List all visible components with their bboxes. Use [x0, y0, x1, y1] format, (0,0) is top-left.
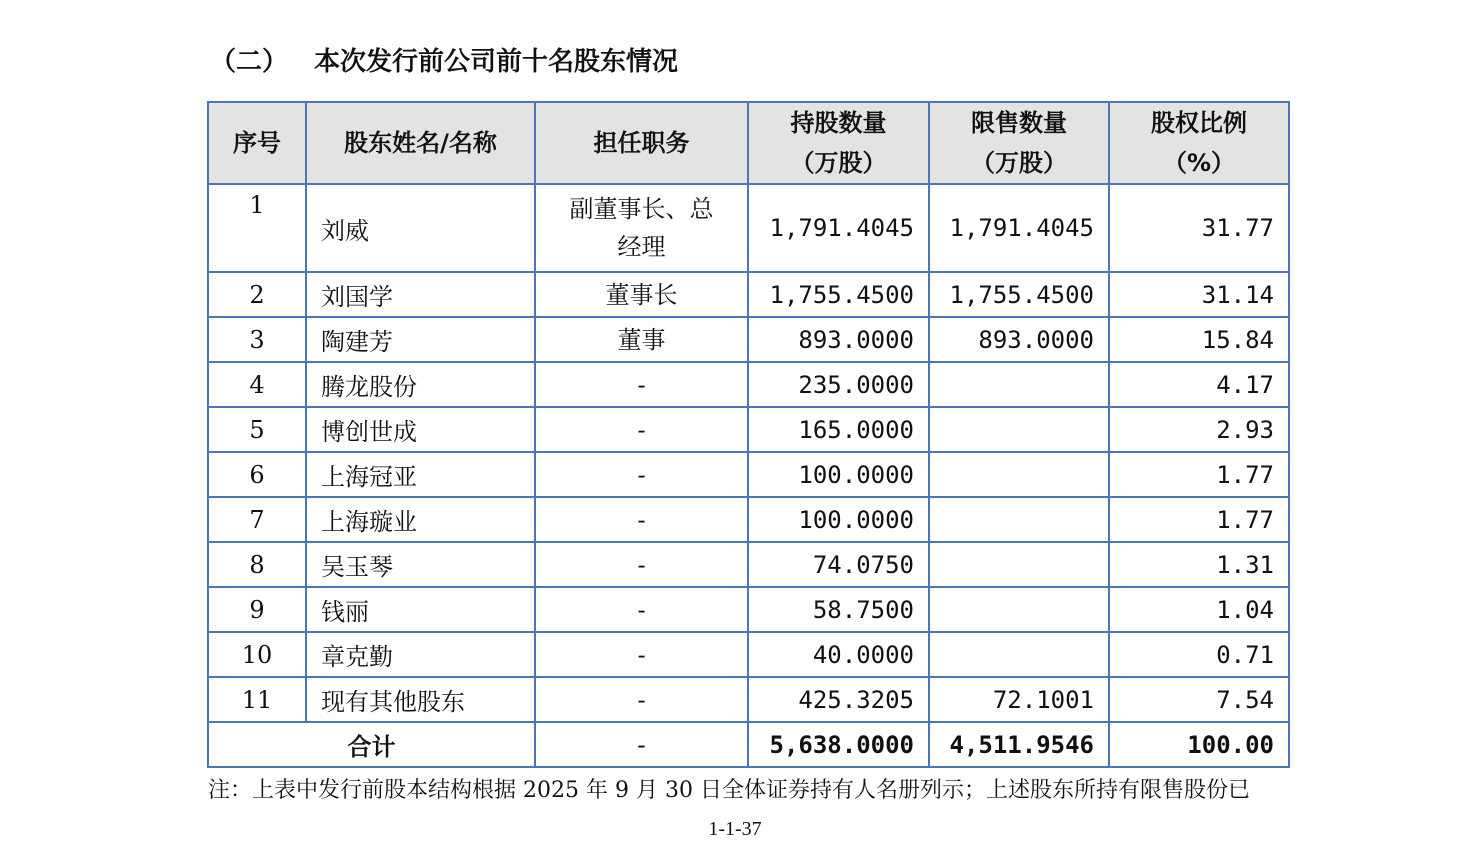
cell-name: 吴玉琴	[306, 542, 535, 587]
header-restricted	[929, 102, 1109, 184]
total-role: -	[535, 722, 748, 767]
cell-index: 8	[208, 542, 306, 587]
cell-role: 董事	[535, 317, 748, 362]
cell-held: 1,791.4045	[748, 184, 929, 272]
cell-restricted	[929, 632, 1109, 677]
cell-role: -	[535, 497, 748, 542]
page-number: 1-1-37	[708, 818, 762, 840]
cell-restricted	[929, 452, 1109, 497]
section-title: 本次发行前公司前十名股东情况	[314, 47, 679, 77]
cell-name: 刘国学	[306, 272, 535, 317]
table-row	[208, 407, 1289, 452]
cell-held: 74.0750	[748, 542, 929, 587]
cell-ratio: 31.14	[1109, 272, 1289, 317]
total-held: 5,638.0000	[748, 722, 929, 767]
cell-restricted	[929, 497, 1109, 542]
total-row	[208, 722, 1289, 767]
table-row	[208, 317, 1289, 362]
cell-restricted: 72.1001	[929, 677, 1109, 722]
total-ratio: 100.00	[1109, 722, 1289, 767]
table-row	[208, 542, 1289, 587]
header-held	[748, 102, 929, 184]
cell-restricted	[929, 587, 1109, 632]
cell-index: 10	[208, 632, 306, 677]
header-held-line2: （万股）	[790, 149, 887, 177]
header-ratio-line1: 股权比例	[1151, 109, 1247, 137]
cell-index: 6	[208, 452, 306, 497]
cell-held: 425.3205	[748, 677, 929, 722]
cell-role: -	[535, 587, 748, 632]
table-header-row	[208, 102, 1289, 184]
header-restricted-line1: 限售数量	[971, 109, 1067, 137]
cell-index: 1	[208, 184, 306, 272]
section-number: （二）	[210, 47, 289, 77]
cell-index: 3	[208, 317, 306, 362]
cell-role	[535, 184, 748, 272]
total-restricted: 4,511.9546	[929, 722, 1109, 767]
cell-restricted: 893.0000	[929, 317, 1109, 362]
cell-ratio: 4.17	[1109, 362, 1289, 407]
cell-name: 现有其他股东	[306, 677, 535, 722]
table-row	[208, 452, 1289, 497]
cell-ratio: 1.31	[1109, 542, 1289, 587]
cell-role-line1: 副董事长、总	[569, 195, 714, 223]
cell-ratio: 15.84	[1109, 317, 1289, 362]
cell-ratio: 1.77	[1109, 497, 1289, 542]
header-restricted-line2: （万股）	[971, 149, 1067, 177]
cell-ratio: 0.71	[1109, 632, 1289, 677]
cell-role: -	[535, 632, 748, 677]
shareholders-table	[207, 101, 1290, 768]
header-ratio	[1109, 102, 1289, 184]
cell-held: 100.0000	[748, 497, 929, 542]
cell-held: 58.7500	[748, 587, 929, 632]
cell-ratio: 2.93	[1109, 407, 1289, 452]
cell-ratio: 1.77	[1109, 452, 1289, 497]
cell-name: 章克勤	[306, 632, 535, 677]
table-row	[208, 362, 1289, 407]
cell-restricted	[929, 542, 1109, 587]
cell-role: 董事长	[535, 272, 748, 317]
cell-role: -	[535, 542, 748, 587]
cell-restricted	[929, 362, 1109, 407]
cell-held: 1,755.4500	[748, 272, 929, 317]
total-label: 合计	[208, 722, 535, 767]
cell-name: 博创世成	[306, 407, 535, 452]
cell-restricted	[929, 407, 1109, 452]
cell-held: 100.0000	[748, 452, 929, 497]
cell-restricted: 1,791.4045	[929, 184, 1109, 272]
table-row	[208, 632, 1289, 677]
cell-name: 钱丽	[306, 587, 535, 632]
cell-role: -	[535, 677, 748, 722]
header-role: 担任职务	[535, 102, 748, 184]
cell-ratio: 1.04	[1109, 587, 1289, 632]
cell-name: 上海璇业	[306, 497, 535, 542]
header-ratio-line2: （%）	[1162, 149, 1236, 177]
table-row	[208, 272, 1289, 317]
header-held-line1: 持股数量	[790, 109, 887, 137]
cell-held: 40.0000	[748, 632, 929, 677]
section-heading	[210, 42, 678, 82]
cell-name: 陶建芳	[306, 317, 535, 362]
cell-index: 5	[208, 407, 306, 452]
header-name: 股东姓名/名称	[306, 102, 535, 184]
cell-ratio: 7.54	[1109, 677, 1289, 722]
cell-index: 11	[208, 677, 306, 722]
cell-held: 235.0000	[748, 362, 929, 407]
table-row	[208, 184, 1289, 272]
cell-index: 2	[208, 272, 306, 317]
cell-held: 165.0000	[748, 407, 929, 452]
cell-name: 上海冠亚	[306, 452, 535, 497]
cell-restricted: 1,755.4500	[929, 272, 1109, 317]
table-row	[208, 497, 1289, 542]
cell-held: 893.0000	[748, 317, 929, 362]
cell-index: 7	[208, 497, 306, 542]
cell-role: -	[535, 362, 748, 407]
table-row	[208, 587, 1289, 632]
cell-ratio: 31.77	[1109, 184, 1289, 272]
cell-role-line2: 经理	[617, 233, 666, 261]
header-index: 序号	[208, 102, 306, 184]
cell-role: -	[535, 452, 748, 497]
cell-index: 4	[208, 362, 306, 407]
cell-name: 腾龙股份	[306, 362, 535, 407]
table-note: 注：上表中发行前股本结构根据 2025 年 9 月 30 日全体证券持有人名册列示；上述股东所持有限售股份已	[208, 778, 1250, 803]
cell-role: -	[535, 407, 748, 452]
table-row	[208, 677, 1289, 722]
cell-name: 刘威	[306, 184, 535, 272]
cell-index: 9	[208, 587, 306, 632]
